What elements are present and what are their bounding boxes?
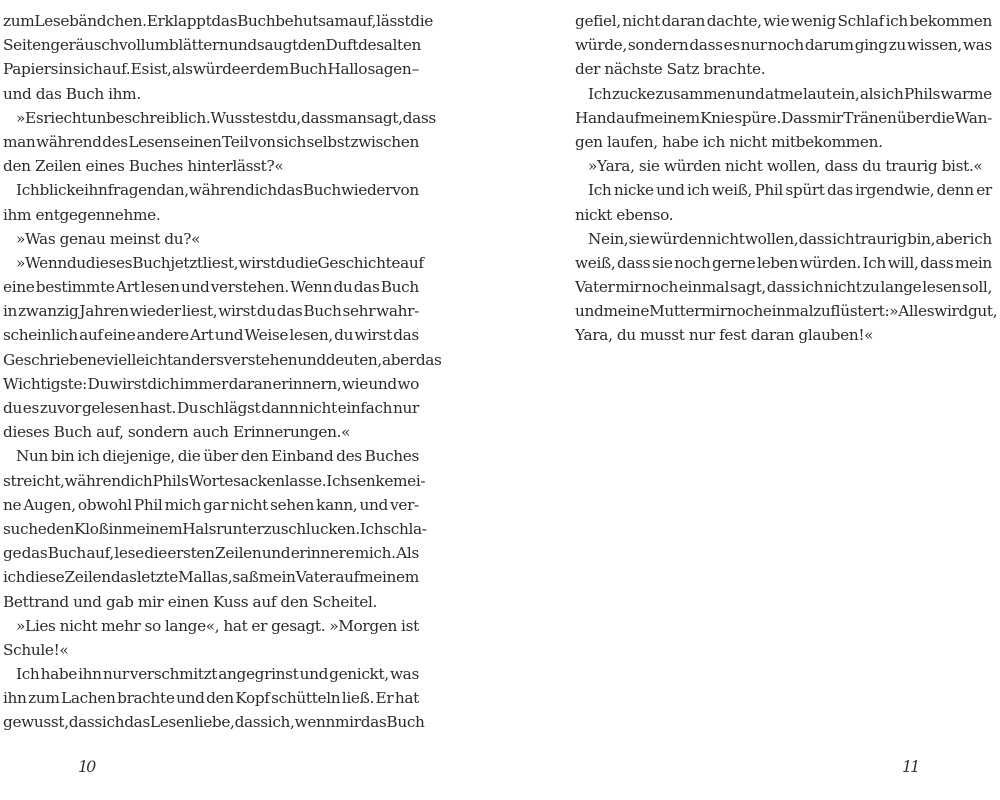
text-line: man während des Lesens einen Teil von sich selbst zwischen <box>3 132 419 151</box>
text-line: du es zuvor gelesen hast. Du schlägst dann nicht einfach nur <box>3 399 419 417</box>
text-line: der nächste Satz brachte. <box>575 60 766 79</box>
text-line: Ich zucke zusammen und atme laut ein, als ich Phils warme <box>588 84 992 103</box>
text-line: gen laufen, habe ich nicht mitbekommen. <box>575 132 883 151</box>
page-number-left: 10 <box>78 757 95 776</box>
left-page-text <box>3 9 442 735</box>
text-line: ne Augen, obwohl Phil mich gar nicht sehen kann, und ver- <box>3 495 419 514</box>
text-line: gefiel, nicht daran dachte, wie wenig Schlaf ich bekommen <box>575 12 992 30</box>
text-line: und meine Mutter mir noch einmal zuflüstert: »Alles wird gut, <box>575 302 998 321</box>
text-line: scheinlich auf eine andere Art und Weise lesen, du wirst das <box>3 326 419 345</box>
text-line: Ich blicke ihn fragend an, während ich das Buch wieder von <box>16 181 419 200</box>
text-line: weiß, dass sie noch gerne leben würden. Ich will, dass mein <box>575 253 992 272</box>
text-line: Hand auf meinem Knie spüre. Dass mir Tränen über die Wan- <box>575 108 992 127</box>
text-line: Nun bin ich diejenige, die über den Einband des Buches <box>16 447 419 466</box>
text-line: Ich nicke und ich weiß, Phil spürt das irgendwie, denn er <box>588 181 992 200</box>
text-line: Bettrand und gab mir einen Kuss auf den Scheitel. <box>3 592 378 611</box>
right-page-text <box>575 9 998 348</box>
text-line: Papiers in sich auf. Es ist, als würde er dem Buch Hallo sagen – <box>3 60 419 79</box>
text-line: ich diese Zeilen das letzte Mal las, saß mein Vater auf meinem <box>3 568 419 587</box>
text-line: würde, sondern dass es nur noch darum ging zu wissen, was <box>575 36 992 55</box>
text-line: »Es riecht unbeschreiblich. Wusstest du, dass man sagt, dass <box>16 108 436 127</box>
page-number-right: 11 <box>902 757 919 776</box>
text-line: ge das Buch auf, lese die ersten Zeilen und erinnere mich. Als <box>3 544 419 563</box>
text-line: Wichtigste: Du wirst dich immer daran erinnern, wie und wo <box>3 374 419 393</box>
text-line: gewusst, dass ich das Lesen liebe, dass ich, wenn mir das Buch <box>3 713 425 732</box>
text-line: dieses Buch auf, sondern auch Erinnerungen.« <box>3 423 351 442</box>
text-line: Vater mir noch einmal sagt, dass ich nicht zu lange lesen soll, <box>575 278 992 297</box>
text-line: »Was genau meinst du?« <box>16 229 201 248</box>
text-line: nickt ebenso. <box>575 205 674 224</box>
text-line: Seiten geräuschvoll umblättern und saugt den Duft des alten <box>3 36 422 55</box>
text-line: Yara, du musst nur fest daran glauben!« <box>575 326 874 345</box>
text-line: »Wenn du dieses Buch jetzt liest, wirst du die Geschichte auf <box>16 253 424 272</box>
text-line: und das Buch ihm. <box>3 84 141 103</box>
text-line: Schule!« <box>3 640 69 659</box>
text-line: ihm entgegennehme. <box>3 205 161 224</box>
text-line: den Zeilen eines Buches hinterlässt?« <box>3 157 284 176</box>
text-line: Nein, sie würden nicht wollen, dass ich traurig bin, aber ich <box>588 229 992 248</box>
text-line: Ich habe ihn nur verschmitzt angegrinst und genickt, was <box>16 665 419 684</box>
text-line: in zwanzig Jahren wieder liest, wirst du das Buch sehr wahr- <box>3 302 419 321</box>
text-line: »Yara, sie würden nicht wollen, dass du traurig bist.« <box>588 157 983 176</box>
text-line: »Lies nicht mehr so lange«, hat er gesagt. »Morgen ist <box>16 616 419 635</box>
text-line: streicht, während ich Phils Worte sacken lasse. Ich senke mei- <box>3 471 426 490</box>
text-line: suche den Kloß in meinem Hals runterzuschlucken. Ich schla- <box>3 519 427 538</box>
text-line: eine bestimmte Art lesen und verstehen. Wenn du das Buch <box>3 278 419 297</box>
text-line: ihn zum Lachen brachte und den Kopf schütteln ließ. Er hat <box>3 689 419 708</box>
text-line: zum Lesebändchen. Er klappt das Buch behutsam auf, lässt die <box>3 12 433 30</box>
text-line: Geschriebene vielleicht anders verstehen und deuten, aber das <box>3 350 442 369</box>
